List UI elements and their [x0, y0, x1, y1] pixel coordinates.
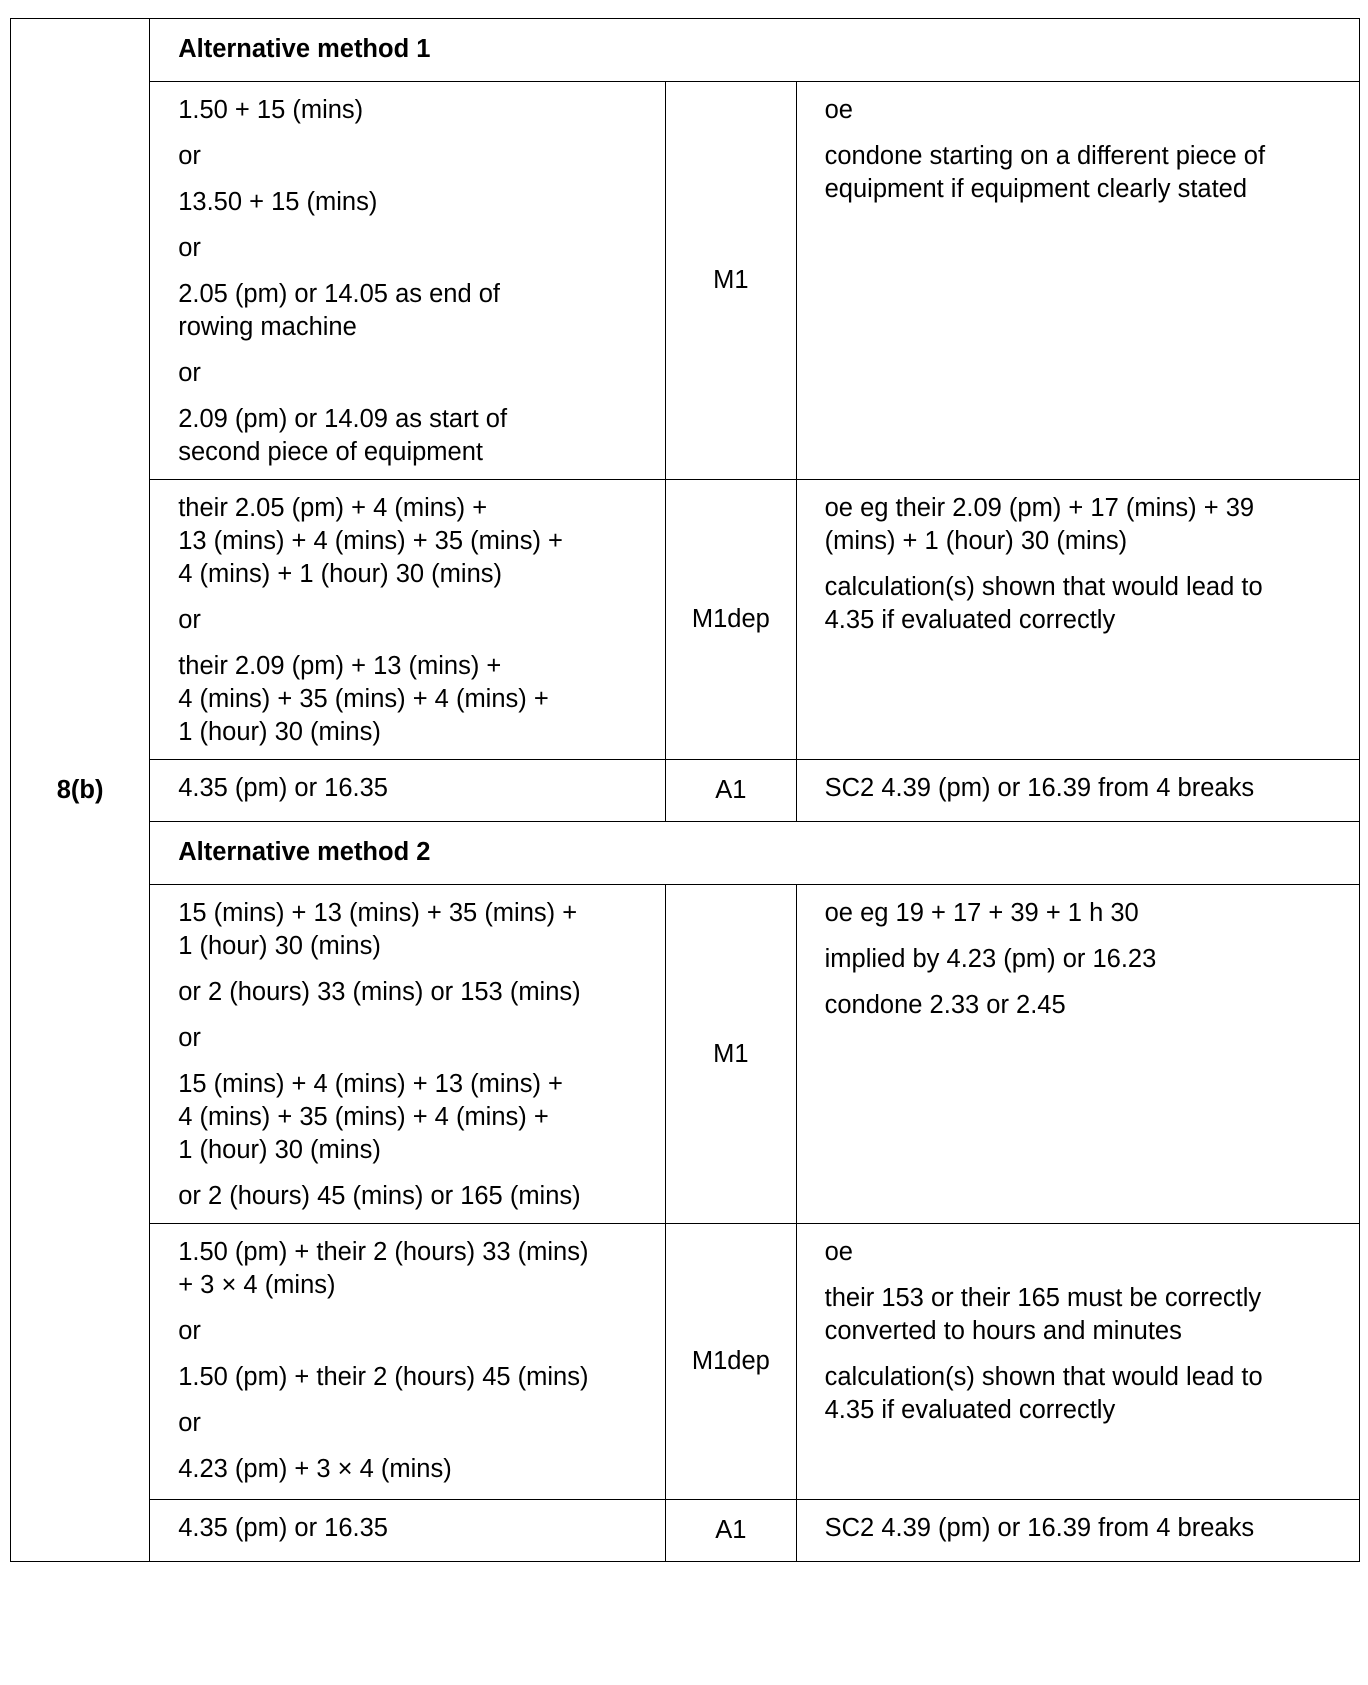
table-row [11, 1500, 1360, 1562]
working-line: or [178, 359, 201, 387]
comment-line: SC2 4.39 (pm) or 16.39 from 4 breaks [824, 1514, 1255, 1542]
comment-line: their 153 or their 165 must be correctly converted to hours and minutes [824, 1284, 1262, 1345]
comments-cell [796, 480, 1359, 760]
comment-line: condone starting on a different piece of equipment if equipment clearly stated [824, 142, 1266, 203]
section-2-header-row [11, 822, 1360, 885]
working-line: or 2 (hours) 33 (mins) or 153 (mins) [178, 978, 581, 1006]
section-title: Alternative method 1 [150, 19, 1360, 82]
comment-line: oe eg their 2.09 (pm) + 17 (mins) + 39 (mins) + 1 (hour) 30 (mins) [824, 494, 1255, 555]
working-cell [150, 82, 666, 480]
working-cell [150, 1500, 666, 1562]
working-line: their 2.09 (pm) + 13 (mins) + 4 (mins) + 35 (mins) + 4 (mins) + 1 (hour) 30 (mins) [178, 652, 549, 746]
working-line: 4.23 (pm) + 3 × 4 (mins) [178, 1455, 452, 1483]
comments-cell [796, 760, 1359, 822]
mark-cell: M1dep [666, 480, 797, 760]
working-cell [150, 1224, 666, 1500]
mark-cell: M1dep [666, 1224, 797, 1500]
comment-line: oe [824, 96, 853, 124]
comment-line: calculation(s) shown that would lead to 4.35 if evaluated correctly [824, 1363, 1263, 1424]
mark-cell: A1 [666, 760, 797, 822]
comments-cell [796, 885, 1359, 1224]
working-line: or [178, 1409, 201, 1437]
section-title: Alternative method 2 [150, 822, 1360, 885]
working-line: 1.50 (pm) + their 2 (hours) 45 (mins) [178, 1363, 589, 1391]
table-row [11, 480, 1360, 760]
comments-cell [796, 1224, 1359, 1500]
working-line: 15 (mins) + 13 (mins) + 35 (mins) + 1 (hour) 30 (mins) [178, 899, 578, 960]
mark-scheme-body [11, 19, 1360, 1562]
comment-line: SC2 4.39 (pm) or 16.39 from 4 breaks [824, 774, 1255, 802]
table-row [11, 760, 1360, 822]
comment-line: condone 2.33 or 2.45 [824, 991, 1066, 1019]
working-cell [150, 885, 666, 1224]
working-line: 4.35 (pm) or 16.35 [178, 1514, 388, 1542]
comment-line: oe [824, 1238, 853, 1266]
working-line: 4.35 (pm) or 16.35 [178, 774, 388, 802]
comment-line: calculation(s) shown that would lead to 4.35 if evaluated correctly [824, 573, 1263, 634]
working-line: or [178, 606, 201, 634]
working-line: or 2 (hours) 45 (mins) or 165 (mins) [178, 1182, 581, 1210]
working-line: 2.05 (pm) or 14.05 as end of rowing machine [178, 280, 500, 341]
table-row [11, 885, 1360, 1224]
mark-cell: A1 [666, 1500, 797, 1562]
working-line: 1.50 (pm) + their 2 (hours) 33 (mins) + 3 × 4 (mins) [178, 1238, 589, 1299]
working-line: 15 (mins) + 4 (mins) + 13 (mins) + 4 (mins) + 35 (mins) + 4 (mins) + 1 (hour) 30 (mins) [178, 1070, 563, 1164]
working-line: 13.50 + 15 (mins) [178, 188, 378, 216]
working-cell [150, 760, 666, 822]
working-line: or [178, 142, 201, 170]
comments-cell [796, 1500, 1359, 1562]
table-row [11, 82, 1360, 480]
working-line: 2.09 (pm) or 14.09 as start of second piece of equipment [178, 405, 508, 466]
working-line: or [178, 1317, 201, 1345]
working-line: their 2.05 (pm) + 4 (mins) + 13 (mins) + 4 (mins) + 35 (mins) + 4 (mins) + 1 (hour) 30 (mins) [178, 494, 563, 588]
mark-cell: M1 [666, 82, 797, 480]
comment-line: implied by 4.23 (pm) or 16.23 [824, 945, 1157, 973]
working-line: 1.50 + 15 (mins) [178, 96, 364, 124]
table-row [11, 1224, 1360, 1500]
working-line: or [178, 234, 201, 262]
working-line: or [178, 1024, 201, 1052]
section-1-header-row [11, 19, 1360, 82]
mark-cell: M1 [666, 885, 797, 1224]
working-cell [150, 480, 666, 760]
question-number: 8(b) [11, 19, 150, 1562]
comment-line: oe eg 19 + 17 + 39 + 1 h 30 [824, 899, 1139, 927]
comments-cell [796, 82, 1359, 480]
mark-scheme-table [10, 18, 1360, 1562]
